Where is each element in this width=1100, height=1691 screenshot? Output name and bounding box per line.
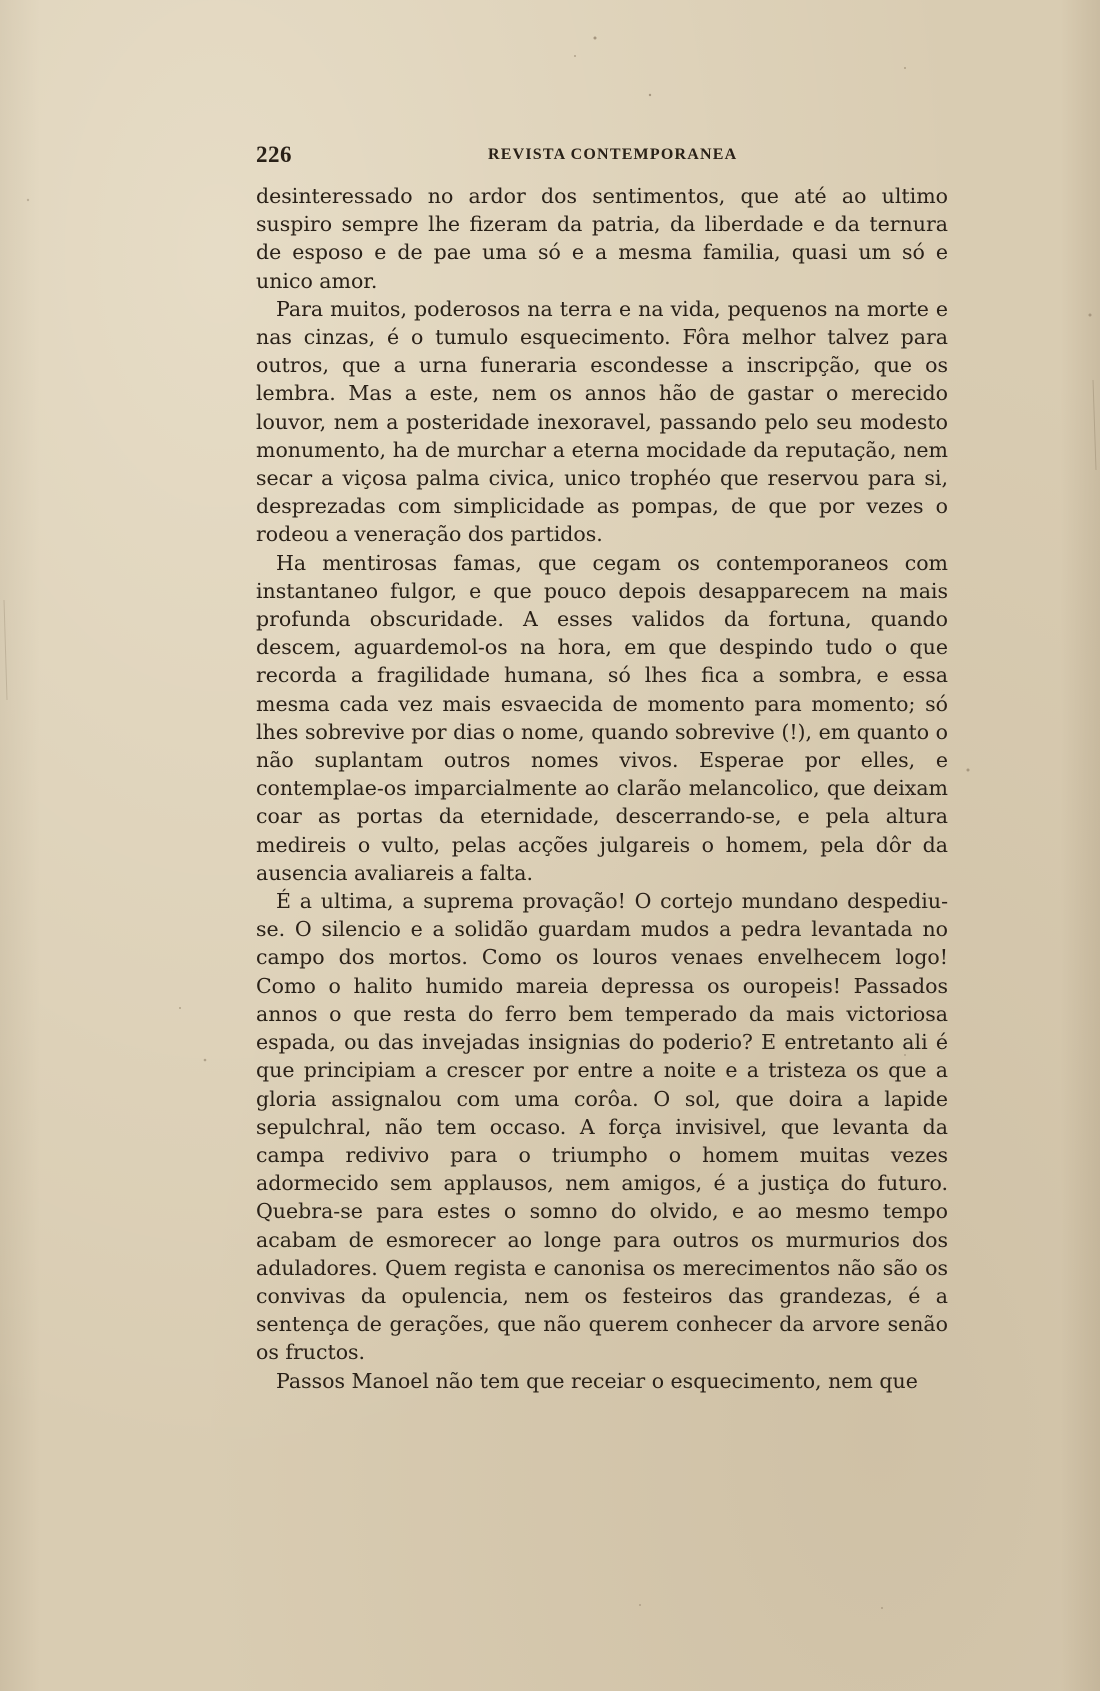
- paragraph-truncated: Passos Manoel não tem que receiar o esquecimento, nem que: [276, 1368, 918, 1393]
- paragraph-continued: desinteressado no ardor dos sentimentos, que até ao ultimo suspiro sempre lhe fizeram da patria, da liberdade e da ternura de esposo e de pae uma só e a mesma familia, quasi um só e unico amor.: [256, 184, 948, 293]
- running-head: [256, 142, 948, 168]
- journal-title: REVISTA CONTEMPORANEA: [488, 146, 738, 163]
- paragraph: Para muitos, poderosos na terra e na vida, pequenos na morte e nas cinzas, é o tumulo esquecimento. Fôra melhor talvez para outros, que a urna funeraria escondesse a inscripção, que os lembra. Mas a este, nem os annos hão de gastar o merecido louvor, nem a posteridade inexoravel, passando pelo seu modesto monumento, ha de murchar a eterna mocidade da reputação, nem secar a viçosa palma civica, unico trophéo que reservou para si, desprezadas com simplicidade as pompas, de que por vezes o rodeou a veneração dos partidos.: [256, 296, 948, 547]
- article-body: [256, 182, 948, 1395]
- paragraph: Ha mentirosas famas, que cegam os contemporaneos com instantaneo fulgor, e que pouco depois desapparecem na mais profunda obscuridade. A esses validos da fortuna, quando descem, aguardemol-os na hora, em que despindo tudo o que recorda a fragilidade humana, só lhes fica a sombra, e essa mesma cada vez mais esvaecida de momento para momento; só lhes sobrevive por dias o nome, quando sobrevive (!), em quanto o não suplantam outros nomes vivos. Esperae por elles, e contemplae-os imparcialmente ao clarão melancolico, que deixam coar as portas da eternidade, descerrando-se, e pela altura medireis o vulto, pelas acções julgareis o homem, pela dôr da ausencia avaliareis a falta.: [256, 550, 948, 885]
- page-number: 226: [256, 142, 292, 167]
- paragraph: É a ultima, a suprema provação! O cortejo mundano despediu-se. O silencio e a solidão guardam mudos a pedra levantada no campo dos mortos. Como os louros venaes envelhecem logo! Como o halito humido mareia depressa os ouropeis! Passados annos o que resta do ferro bem temperado da mais victoriosa espada, ou das invejadas insignias do poderio? E entretanto ali é que principiam a crescer por entre a noite e a tristeza os que a gloria assignalou com uma corôa. O sol, que doira a lapide sepulchral, não tem occaso. A força invisivel, que levanta da campa redivivo para o triumpho o homem muitas vezes adormecido sem applausos, nem amigos, é a justiça do futuro. Quebra-se para estes o somno do olvido, e ao mesmo tempo acabam de esmorecer ao longe para outros os murmurios dos aduladores. Quem regista e canonisa os merecimentos não são os convivas da opulencia, nem os festeiros das grandezas, é a sentença de gerações, que não querem conhecer da arvore senão os fructos.: [256, 889, 948, 1365]
